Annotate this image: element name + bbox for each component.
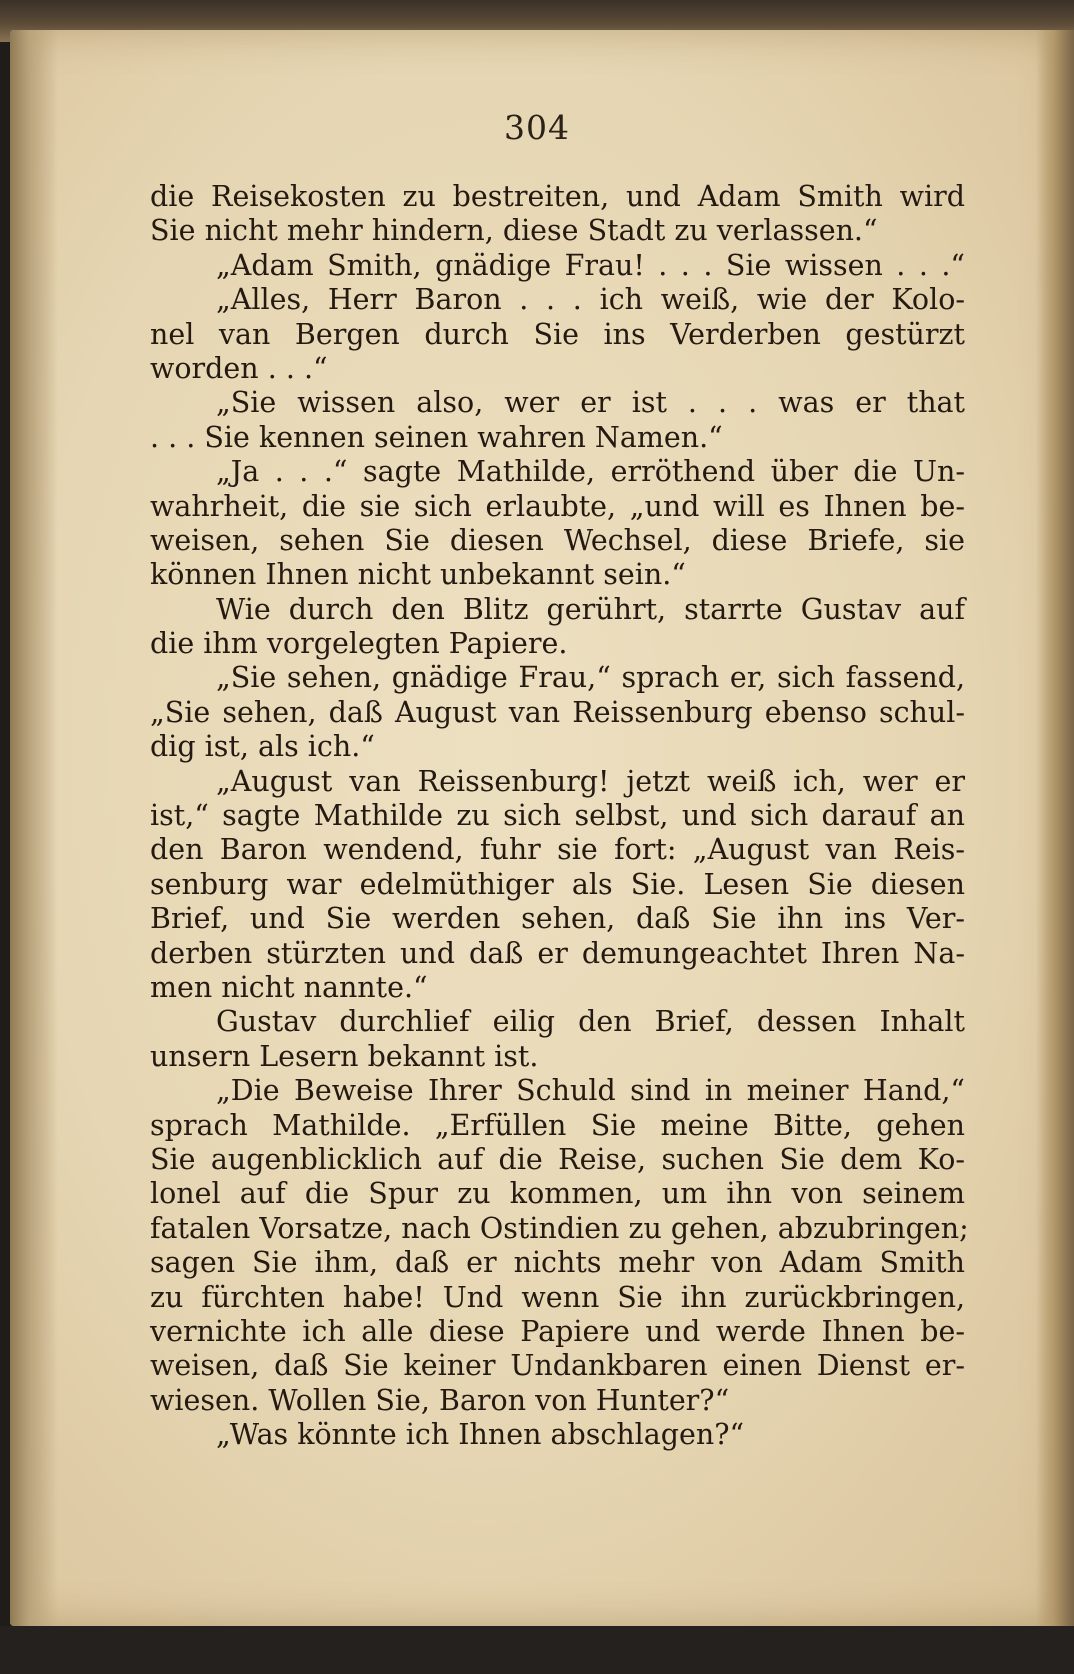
text-line: „Was könnte ich Ihnen abschlagen?“ <box>216 1418 745 1452</box>
text-line: fatalen Vorsatze, nach Ostindien zu gehen, abzubringen; <box>150 1211 969 1245</box>
body-text <box>150 180 969 1452</box>
text-line: weisen, sehen Sie diesen Wechsel, diese Briefe, sie <box>150 523 965 557</box>
text-line: men nicht nannte.“ <box>150 970 428 1004</box>
page-right-edge <box>1036 30 1074 1630</box>
text-line: „Die Beweise Ihrer Schuld sind in meiner Hand,“ <box>216 1074 965 1108</box>
book-gutter <box>10 30 58 1626</box>
text-line: „Alles, Herr Baron . . . ich weiß, wie der Kolo- <box>216 283 965 317</box>
text-line: „Ja . . .“ sagte Mathilde, erröthend über die Un- <box>216 455 965 489</box>
text-line: vernichte ich alle diese Papiere und werde Ihnen be- <box>150 1314 965 1348</box>
text-line: den Baron wendend, fuhr sie fort: „August van Reis- <box>150 833 965 867</box>
text-line: ist,“ sagte Mathilde zu sich selbst, und sich darauf an <box>150 799 965 833</box>
text-line: die Reisekosten zu bestreiten, und Adam Smith wird <box>150 180 965 213</box>
page-number: 304 <box>504 108 570 147</box>
text-line: können Ihnen nicht unbekannt sein.“ <box>150 558 686 592</box>
text-line: wiesen. Wollen Sie, Baron von Hunter?“ <box>150 1383 730 1417</box>
book-bottom-edge <box>0 1626 1074 1674</box>
text-line: dig ist, als ich.“ <box>150 730 375 764</box>
text-line: Gustav durchlief eilig den Brief, dessen Inhalt <box>216 1005 965 1039</box>
text-line: senburg war edelmüthiger als Sie. Lesen Sie diesen <box>150 867 965 901</box>
text-line: „Sie sehen, gnädige Frau,“ sprach er, sich fassend, <box>216 661 965 695</box>
text-line: „Sie wissen also, wer er ist . . . was er that <box>216 386 965 420</box>
text-line: unsern Lesern bekannt ist. <box>150 1039 539 1073</box>
text-line: „August van Reissenburg! jetzt weiß ich, wer er <box>216 764 965 798</box>
text-line: sprach Mathilde. „Erfüllen Sie meine Bitte, gehen <box>150 1108 965 1142</box>
text-line: wahrheit, die sie sich erlaubte, „und will es Ihnen be- <box>150 489 965 523</box>
text-line: derben stürzten und daß er demungeachtet Ihren Na- <box>150 936 965 970</box>
text-line: . . . Sie kennen seinen wahren Namen.“ <box>150 420 723 454</box>
text-line: lonel auf die Spur zu kommen, um ihn von seinem <box>150 1177 965 1211</box>
text-line: zu fürchten habe! Und wenn Sie ihn zurückbringen, <box>150 1280 965 1314</box>
text-line: weisen, daß Sie keiner Undankbaren einen Dienst er- <box>150 1349 965 1383</box>
text-line: sagen Sie ihm, daß er nichts mehr von Adam Smith <box>150 1246 965 1280</box>
text-line: „Adam Smith, gnädige Frau! . . . Sie wissen . . .“ <box>216 248 965 282</box>
text-line: Sie augenblicklich auf die Reise, suchen Sie dem Ko- <box>150 1142 965 1176</box>
text-line: worden . . .“ <box>150 351 328 385</box>
text-line: Wie durch den Blitz gerührt, starrte Gustav auf <box>216 592 965 626</box>
text-line: Brief, und Sie werden sehen, daß Sie ihn ins Ver- <box>150 902 965 936</box>
text-line: nel van Bergen durch Sie ins Verderben gestürzt <box>150 317 965 351</box>
text-line: Sie nicht mehr hindern, diese Stadt zu verlassen.“ <box>150 214 878 248</box>
text-line: „Sie sehen, daß August van Reissenburg ebenso schul- <box>150 695 965 729</box>
text-line: die ihm vorgelegten Papiere. <box>150 627 568 661</box>
